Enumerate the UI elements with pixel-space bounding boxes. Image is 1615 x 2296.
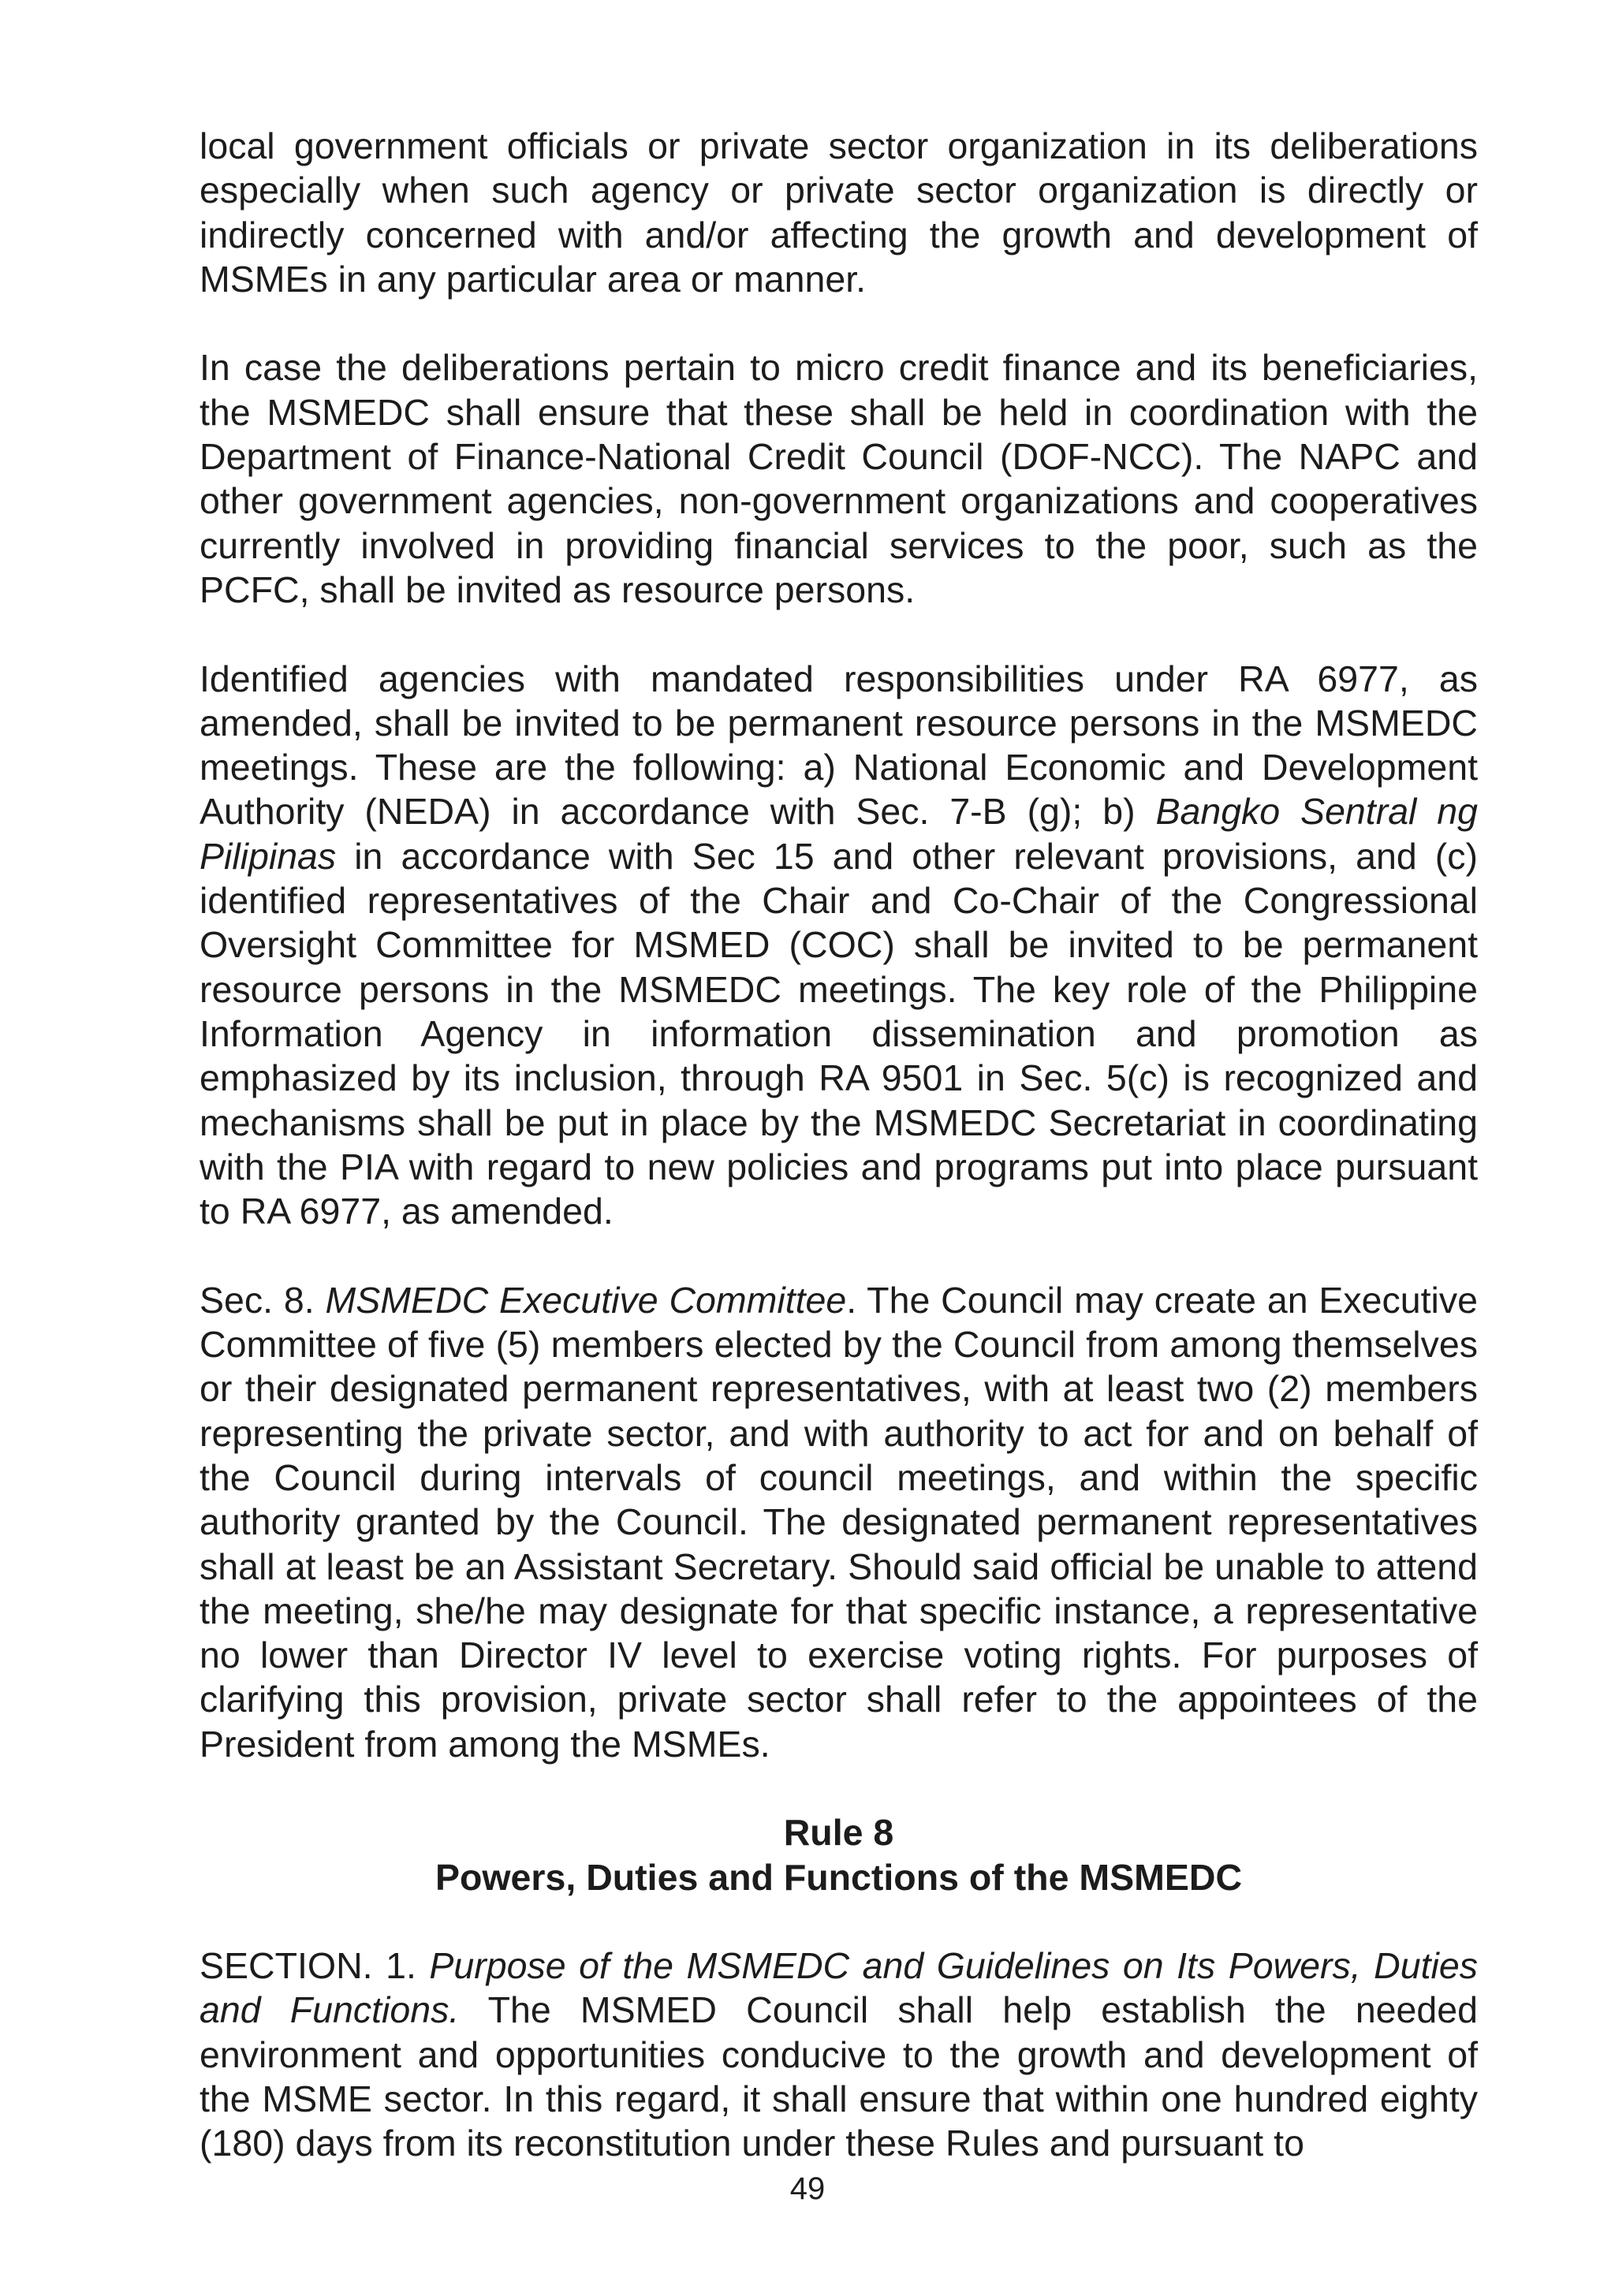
paragraph-text: The MSMED Council shall help establish the needed environment and opportunities conducive to the growth and development of the MSME sector. In this regard, it shall ensure that within one hundred eighty (180) days from its reconstitution under these Rules and pursuant to [200, 1989, 1478, 2164]
paragraph-text: . The Council may create an Executive Committee of five (5) members elected by the Council from among themselves or their designated permanent representatives, with at least two (2) members representing the private sector, and with authority to act for and on behalf of the Council during intervals of council meetings, and within the specific authority granted by the Council. The designated permanent representatives shall at least be an Assistant Secretary. Should said official be unable to attend the meeting, she/he may designate for that specific instance, a representative no lower than Director IV level to exercise voting rights. For purposes of clarifying this provision, private sector shall refer to the appointees of the President from among the MSMEs. [200, 1279, 1478, 1765]
rule-number: Rule 8 [783, 1812, 894, 1854]
page-number: 49 [789, 2171, 826, 2206]
section-title: Purpose of the MSMEDC and Guidelines on Its Powers, Duties and Functions. [200, 1945, 1478, 2031]
paragraph-text: in accordance with Sec 15 and other relevant provisions, and (c) identified representatives of the Chair and Co-Chair of the Congressional Oversight Committee for MSMED (COC) shall be invited to be permanent resource persons in the MSMEDC meetings. The key role of the Philippine Information Agency in information dissemination and promotion as emphasized by its inclusion, through RA 9501 in Sec. 5(c) is recognized and mechanisms shall be put in place by the MSMEDC Secretariat in coordinating with the PIA with regard to new policies and programs put into place pursuant to RA 6977, as amended. [200, 835, 1478, 1232]
italic-term-bangko-sentral: Bangko Sentral ng Pilipinas [200, 791, 1478, 877]
section-number: SECTION. 1. [200, 1945, 430, 1987]
rule-heading [200, 1810, 1478, 1899]
paragraph-micro-credit: In case the deliberations pertain to micro credit finance and its beneficiaries, the MSMEDC shall ensure that these shall be held in coordination with the Department of Finance-National Credit Council (DOF-NCC). The NAPC and other government agencies, non-government organizations and cooperatives currently involved in providing financial services to the poor, such as the PCFC, shall be invited as resource persons. [200, 347, 1478, 610]
paragraph-sec-8-executive-committee [200, 1278, 1478, 1766]
page-body [200, 124, 1478, 2210]
section-number: Sec. 8. [200, 1279, 326, 1321]
paragraph-section-1-purpose [200, 1944, 1478, 2165]
paragraph-local-government: local government officials or private sector organization in its deliberations especially when such agency or private sector organization is directly or indirectly concerned with and/or affecting the growth and development of MSMEs in any particular area or manner. [200, 125, 1478, 300]
paragraph-identified-agencies [200, 657, 1478, 1234]
paragraph-text: Identified agencies with mandated responsibilities under RA 6977, as amended, shall be invited to be permanent resource persons in the MSMEDC meetings. These are the following: a) National Economic and Development Authority (NEDA) in accordance with Sec. 7-B (g); b) [200, 658, 1478, 833]
rule-title: Powers, Duties and Functions of the MSMEDC [435, 1856, 1243, 1898]
section-title: MSMEDC Executive Committee [325, 1279, 847, 1321]
